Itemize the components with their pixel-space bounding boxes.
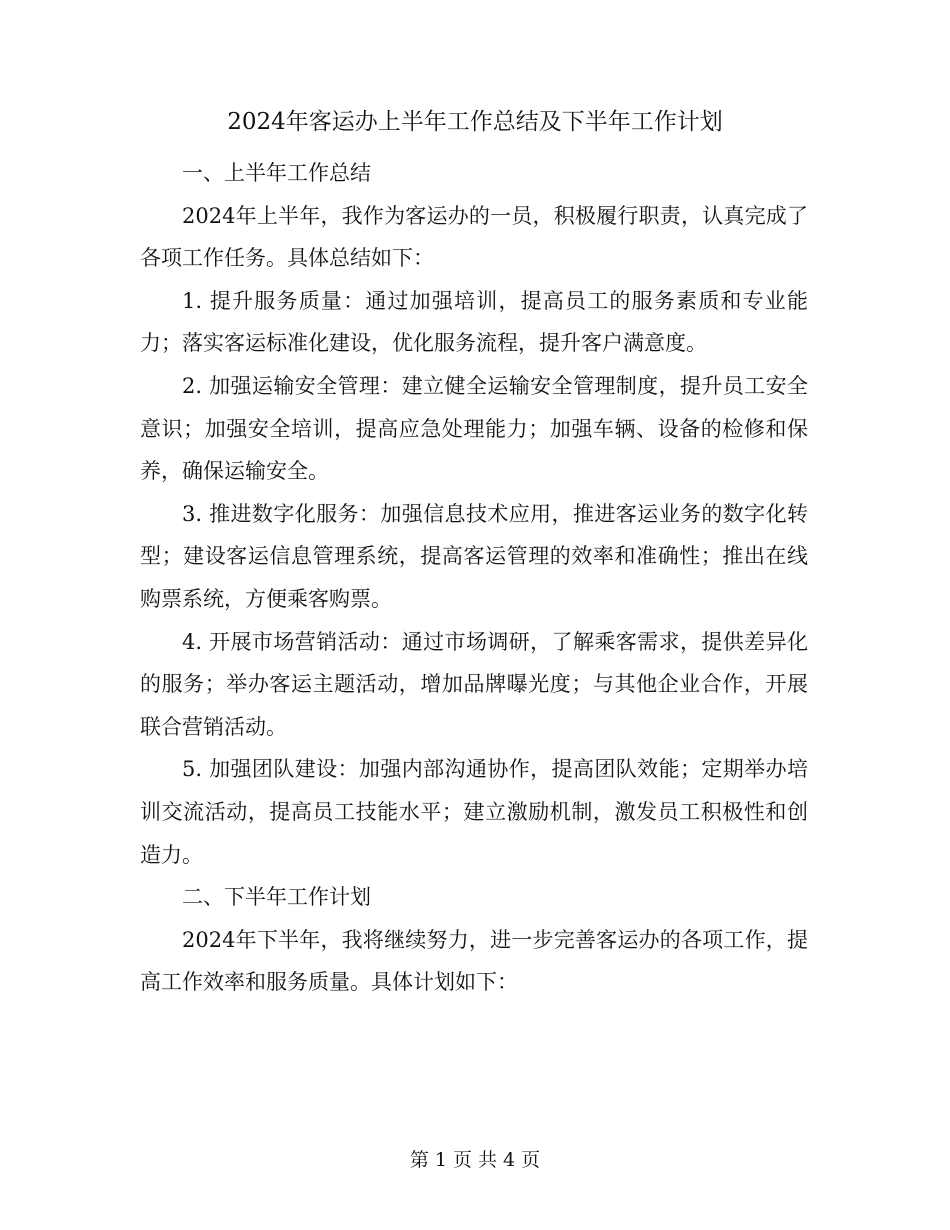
paragraph-item-5-team-building: 5. 加强团队建设：加强内部沟通协作，提高团队效能；定期举办培训交流活动，提高员工技能水平；建立激励机制，激发员工积极性和创造力。 bbox=[140, 757, 808, 867]
paragraph-item-2-transport-safety: 2. 加强运输安全管理：建立健全运输安全管理制度，提升员工安全意识；加强安全培训，提高应急处理能力；加强车辆、设备的检修和保养，确保运输安全。 bbox=[140, 373, 808, 484]
page-number-footer: 第 1 页 共 4 页 bbox=[409, 1149, 541, 1171]
section-heading-second-half-plan: 二、下半年工作计划 bbox=[182, 885, 371, 910]
document-title: 2024年客运办上半年工作总结及下半年工作计划 bbox=[227, 109, 723, 135]
paragraph-plan-intro: 2024年下半年，我将继续努力，进一步完善客运办的各项工作，提高工作效率和服务质量。具体计划如下： bbox=[140, 927, 808, 995]
paragraph-item-4-marketing: 4. 开展市场营销活动：通过市场调研，了解乘客需求，提供差异化的服务；举办客运主题活动，增加品牌曝光度；与其他企业合作，开展联合营销活动。 bbox=[140, 629, 808, 739]
section-heading-first-half-summary: 一、上半年工作总结 bbox=[182, 161, 371, 185]
paragraph-summary-intro: 2024年上半年，我作为客运办的一员，积极履行职责，认真完成了各项工作任务。具体总结如下： bbox=[140, 203, 808, 271]
document-body bbox=[140, 152, 808, 1004]
paragraph-item-3-digital-service: 3. 推进数字化服务：加强信息技术应用，推进客运业务的数字化转型；建设客运信息管理系统，提高客运管理的效率和准确性；推出在线购票系统，方便乘客购票。 bbox=[140, 501, 808, 611]
paragraph-item-1-service-quality: 1. 提升服务质量：通过加强培训，提高员工的服务素质和专业能力；落实客运标准化建设，优化服务流程，提升客户满意度。 bbox=[140, 288, 808, 356]
